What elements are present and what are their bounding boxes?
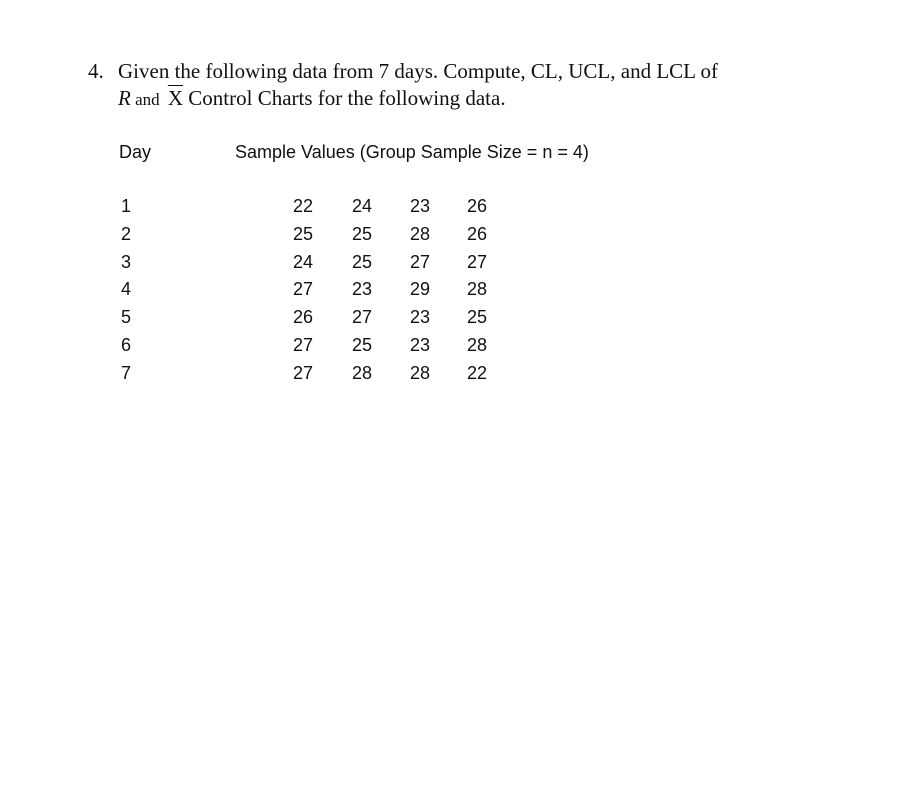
day-cell: 2 [121,223,132,244]
value-cell: 28 [410,223,431,244]
day-cell: 1 [121,196,132,216]
table-row [0,224,909,252]
value-cell: 23 [352,279,373,300]
value-cell: 26 [467,223,488,244]
value-cell: 27 [293,334,314,355]
table-row [0,363,909,391]
and-text: and [130,90,164,109]
table-row [0,279,909,307]
day-cell: 5 [121,307,132,328]
data-table [0,196,909,391]
value-cell: 24 [352,196,373,216]
value-cell: 28 [352,362,373,383]
day-cell: 6 [121,334,132,355]
day-cell: 4 [121,279,132,300]
table-row [0,307,909,335]
value-cell: 27 [467,251,488,272]
value-cell: 25 [352,223,373,244]
value-cell: 27 [293,362,314,383]
question-number: 4. [88,59,104,83]
value-cell: 23 [410,334,431,355]
sample-values-header: Sample Values (Group Sample Size = n = 4) [235,142,589,162]
table-row [0,196,909,224]
value-cell: 24 [293,251,314,272]
value-cell: 25 [352,251,373,272]
day-cell: 3 [121,251,132,272]
value-cell: 28 [467,279,488,300]
table-row [0,252,909,280]
value-cell: 26 [293,307,314,328]
value-cell: 27 [410,251,431,272]
question-line-2-text: Control Charts for the following data. [183,86,506,110]
value-cell: 29 [410,279,431,300]
day-column-header: Day [119,142,152,162]
question-text [88,58,868,113]
value-cell: 23 [410,307,431,328]
value-cell: 28 [410,362,431,383]
question-line-1 [88,58,868,85]
x-bar-symbol: $\overline{X}$ [167,86,184,110]
value-cell: 25 [467,307,488,328]
question-line-2 [88,85,868,113]
value-cell: 22 [293,196,314,216]
value-cell: 25 [352,334,373,355]
value-cell: 22 [467,362,488,383]
day-cell: 7 [121,362,132,383]
value-cell: 27 [293,279,314,300]
value-cell: 28 [467,334,488,355]
question-line-1-text: Given the following data from 7 days. Compute, CL, UCL, and LCL of [118,59,718,83]
r-symbol: R [118,86,131,110]
value-cell: 27 [352,307,373,328]
table-row [0,335,909,363]
value-cell: 26 [467,196,488,216]
value-cell: 23 [410,196,431,216]
value-cell: 25 [293,223,314,244]
